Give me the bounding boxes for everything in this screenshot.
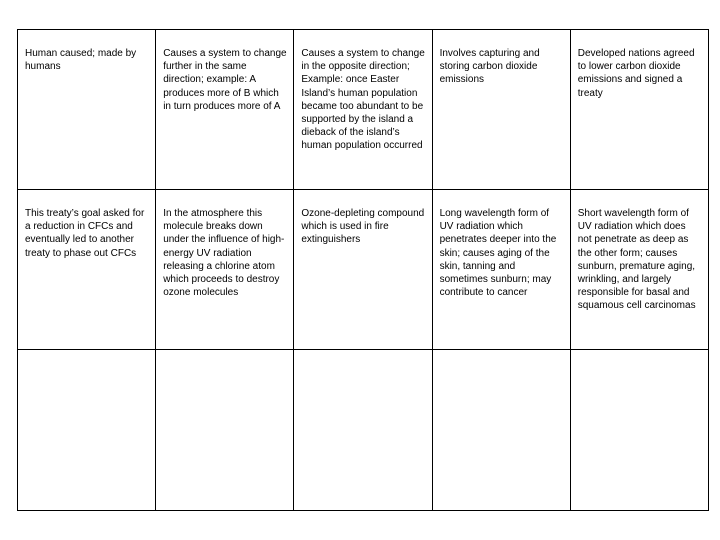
table-cell-empty	[18, 350, 156, 511]
table-cell: Short wavelength form of UV radiation which does not penetrate as deep as the other form; causes sunburn, premature aging, wrinkling, and largely responsible for basal and squamous cell carcinomas	[570, 190, 708, 350]
table-row	[18, 190, 709, 350]
table-row	[18, 350, 709, 511]
table-cell: Developed nations agreed to lower carbon dioxide emissions and signed a treaty	[570, 30, 708, 190]
table-cell: Causes a system to change in the opposite direction; Example: once Easter Island’s human population became too abundant to be supported by the island a dieback of the island’s human population occurred	[294, 30, 432, 190]
definitions-table	[17, 29, 709, 511]
table-cell-empty	[570, 350, 708, 511]
table-cell-empty	[432, 350, 570, 511]
table-cell: Involves capturing and storing carbon dioxide emissions	[432, 30, 570, 190]
table-cell: Causes a system to change further in the same direction; example: A produces more of B which in turn produces more of A	[156, 30, 294, 190]
table-cell: Long wavelength form of UV radiation which penetrates deeper into the skin; causes aging of the skin, tanning and sometimes sunburn; may contribute to cancer	[432, 190, 570, 350]
table-row	[18, 30, 709, 190]
table-cell-empty	[294, 350, 432, 511]
table-cell: In the atmosphere this molecule breaks down under the influence of high-energy UV radiation releasing a chlorine atom which proceeds to destroy ozone molecules	[156, 190, 294, 350]
table-cell: This treaty’s goal asked for a reduction in CFCs and eventually led to another treaty to phase out CFCs	[18, 190, 156, 350]
table-cell: Ozone-depleting compound which is used in fire extinguishers	[294, 190, 432, 350]
table-cell-empty	[156, 350, 294, 511]
table-cell: Human caused; made by humans	[18, 30, 156, 190]
